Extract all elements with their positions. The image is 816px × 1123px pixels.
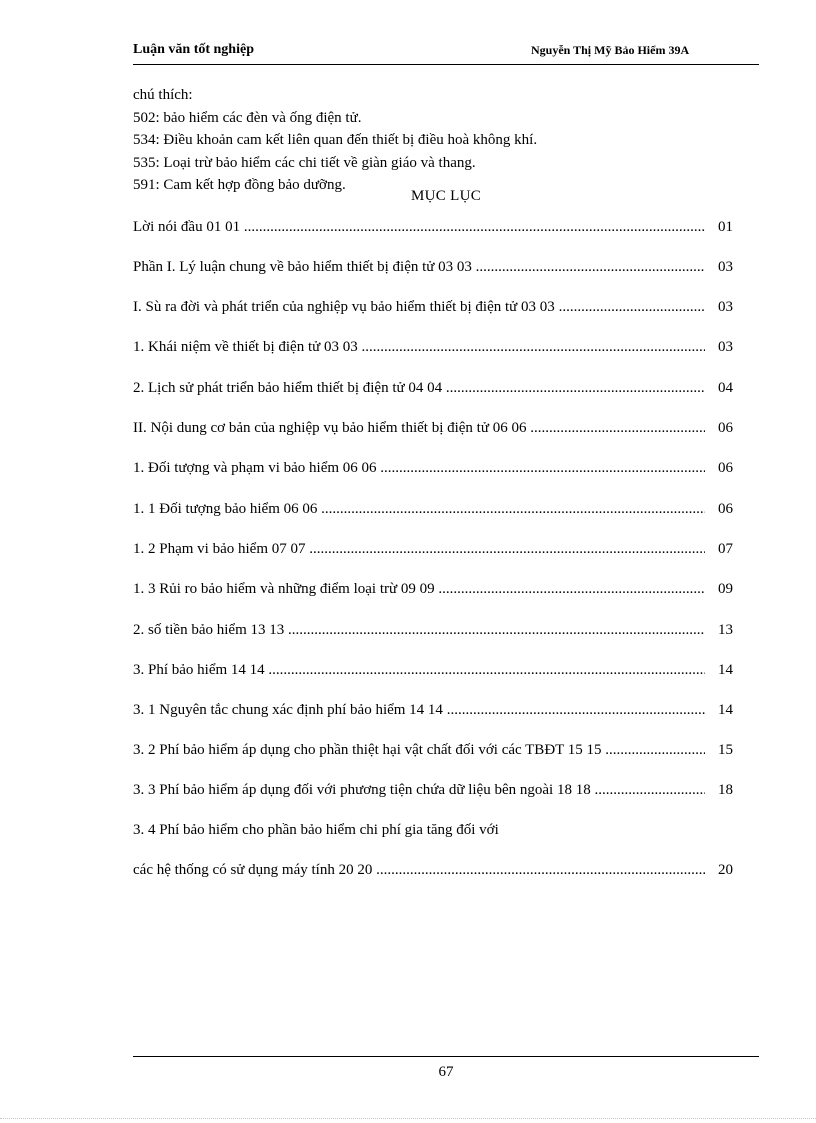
toc-entry	[133, 782, 733, 806]
toc-entry-page: 06	[718, 420, 733, 436]
toc-entry-page: 14	[718, 702, 733, 718]
page-bottom-border	[0, 1118, 816, 1119]
toc-entry-page: 06	[718, 460, 733, 476]
page-header	[133, 40, 759, 65]
footer-divider	[133, 1056, 759, 1057]
toc-entry-page: 09	[718, 581, 733, 597]
toc-entry	[133, 219, 733, 243]
toc-entry-title: Lời nói đầu 01 01 .....	[133, 219, 705, 236]
toc-entry-title: 3. 3 Phí bảo hiểm áp dụng đối với phương tiện chứa dữ liệu bên ngoài 18 18 .....	[133, 782, 705, 799]
toc-entry-title: 1. Khái niệm về thiết bị điện tử 03 03 .....	[133, 339, 705, 356]
toc-entry-page: 03	[718, 299, 733, 315]
toc-entry-page: 06	[718, 501, 733, 517]
page-number: 67	[438, 1064, 454, 1080]
toc-entry-title: I. Sù ra đời và phát triển của nghiệp vụ bảo hiểm thiết bị điện tử 03 03 .....	[133, 299, 705, 316]
toc-entry-page: 20	[718, 862, 733, 878]
toc-entry	[133, 339, 733, 363]
toc-entry	[133, 581, 733, 605]
note-item: 534: Điều khoản cam kết liên quan đến thiết bị điều hoà không khí.	[133, 132, 538, 148]
toc-entry-page: 13	[718, 622, 733, 638]
toc-entry	[133, 460, 733, 484]
toc-entry-page: 04	[718, 380, 733, 396]
toc-entry	[133, 862, 733, 886]
note-item: 591: Cam kết hợp đồng bảo dưỡng.	[133, 177, 346, 193]
toc-entry-page: 15	[718, 742, 733, 758]
toc-entry-title: 1. Đối tượng và phạm vi bảo hiểm 06 06 .....	[133, 460, 705, 477]
toc-entry	[133, 541, 733, 565]
toc-entry-title: 1. 3 Rủi ro bảo hiểm và những điểm loại trừ 09 09 .....	[133, 581, 705, 598]
toc-entry-title: Phần I. Lý luận chung về bảo hiểm thiết bị điện tử 03 03 .....	[133, 259, 705, 276]
toc-entry-title: 3. 4 Phí bảo hiểm cho phần bảo hiểm chi phí gia tăng đối với	[133, 822, 499, 838]
toc-entry-page: 03	[718, 259, 733, 275]
toc-entry-title: 3. 2 Phí bảo hiểm áp dụng cho phần thiệt hại vật chất đối với các TBĐT 15 15 .....	[133, 742, 705, 759]
note-item: 535: Loại trừ bảo hiểm các chi tiết về giàn giáo và thang.	[133, 154, 476, 171]
toc-entry-title: 3. 1 Nguyên tắc chung xác định phí bảo hiểm 14 14 .....	[133, 702, 705, 719]
toc-entry	[133, 259, 733, 283]
toc-entry-page: 03	[718, 339, 733, 355]
toc-entry-title: 1. 1 Đối tượng bảo hiểm 06 06 .....	[133, 501, 705, 518]
toc-heading: MỤC LỤC	[410, 188, 482, 204]
toc-entry	[133, 622, 733, 646]
toc-entry-title: 1. 2 Phạm vi bảo hiểm 07 07 .....	[133, 541, 705, 558]
toc-entry	[133, 742, 733, 766]
toc-entry-page: 01	[718, 219, 733, 235]
toc-entry-page: 14	[718, 662, 733, 678]
toc-entry	[133, 299, 733, 323]
toc-entry-title: II. Nội dung cơ bản của nghiệp vụ bảo hiểm thiết bị điện tử 06 06 .....	[133, 420, 705, 437]
toc-entry	[133, 501, 733, 525]
notes-heading: chú thích:	[133, 87, 193, 103]
toc-entry-page: 07	[718, 541, 733, 557]
toc-entry-title: 2. số tiền bảo hiểm 13 13 .....	[133, 622, 705, 639]
toc-entry	[133, 380, 733, 404]
header-author: Nguyễn Thị Mỹ Bảo Hiểm 39A	[531, 43, 690, 57]
header-thesis-title: Luận văn tốt nghiệp	[133, 42, 254, 57]
toc-entry	[133, 420, 733, 444]
toc-entry	[133, 822, 733, 846]
toc-entry-title: 3. Phí bảo hiểm 14 14 .....	[133, 662, 705, 679]
toc-entry-title: 2. Lịch sử phát triển bảo hiểm thiết bị điện tử 04 04 .....	[133, 380, 705, 397]
toc-entry	[133, 662, 733, 686]
toc-entry	[133, 702, 733, 726]
toc-entry-title: các hệ thống có sử dụng máy tính 20 20 .....	[133, 862, 705, 879]
toc-entry-page: 18	[718, 782, 733, 798]
note-item: 502: bảo hiểm các đèn và ống điện tử.	[133, 109, 362, 126]
notes-block	[133, 84, 733, 197]
